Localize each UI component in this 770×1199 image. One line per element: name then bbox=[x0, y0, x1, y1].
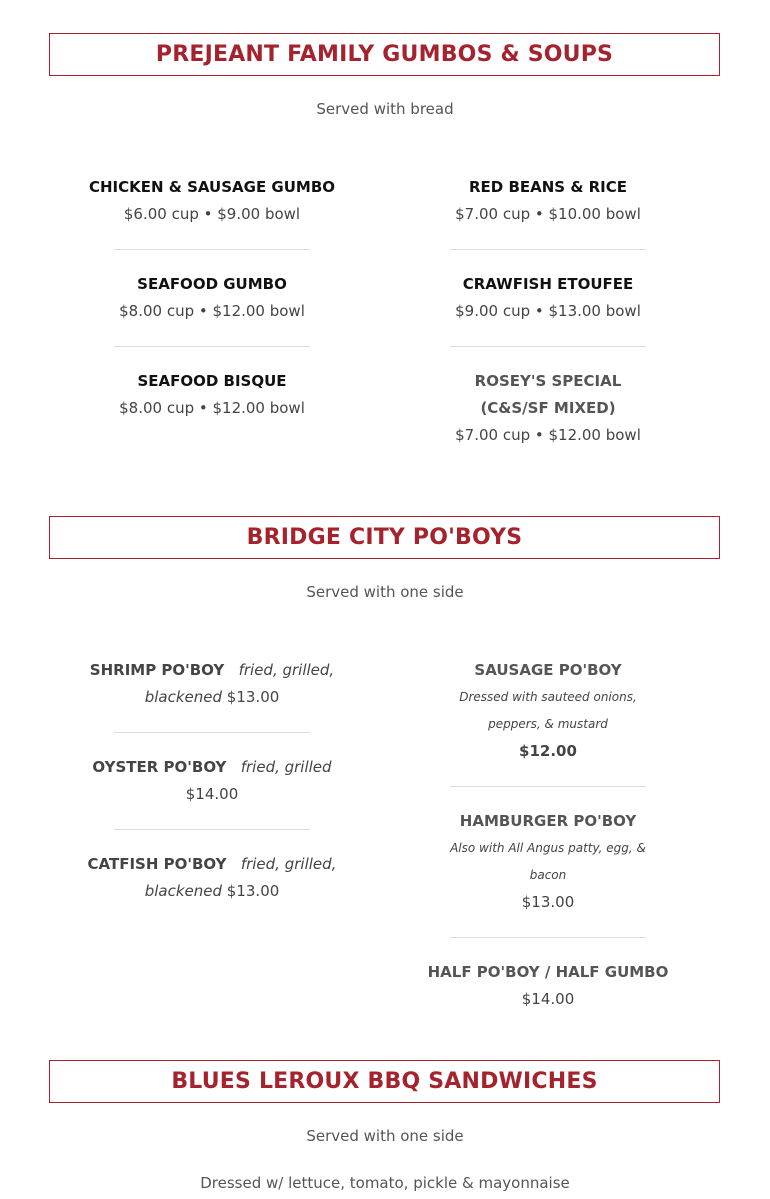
divider bbox=[114, 829, 310, 830]
item-price: $14.00 bbox=[521, 990, 575, 1008]
divider bbox=[114, 346, 310, 347]
poboys-section-title bbox=[49, 516, 720, 559]
menu-item bbox=[418, 368, 678, 449]
item-description: fried, grilled bbox=[240, 758, 332, 776]
item-name: CRAWFISH ETOUFEE bbox=[462, 275, 634, 293]
gumbos-title-text: PREJEANT FAMILY GUMBOS & SOUPS bbox=[155, 42, 614, 67]
item-name: RED BEANS & RICE bbox=[468, 178, 628, 196]
item-price: $6.00 cup • $9.00 bowl bbox=[123, 205, 301, 223]
item-price: $8.00 cup • $12.00 bowl bbox=[119, 399, 305, 417]
menu-item bbox=[418, 271, 678, 325]
item-description: fried, grilled, blackened bbox=[144, 661, 335, 706]
bbq-section-title bbox=[49, 1060, 720, 1103]
item-price: $9.00 cup • $13.00 bowl bbox=[455, 302, 641, 320]
menu-item bbox=[82, 657, 342, 711]
divider bbox=[450, 249, 646, 250]
item-name: SEAFOOD BISQUE bbox=[137, 372, 287, 390]
poboys-right-column bbox=[418, 657, 678, 1013]
gumbos-right-column bbox=[418, 174, 678, 449]
item-name: HAMBURGER PO'BOY bbox=[459, 812, 637, 830]
item-price: $7.00 cup • $10.00 bowl bbox=[455, 205, 641, 223]
menu-item bbox=[82, 368, 342, 422]
item-name: SEAFOOD GUMBO bbox=[137, 275, 287, 293]
divider bbox=[114, 249, 310, 250]
menu-item bbox=[82, 851, 342, 905]
menu-item bbox=[418, 959, 678, 1013]
item-name: HALF PO'BOY / HALF GUMBO bbox=[427, 963, 669, 981]
item-description: Also with All Angus patty, egg, & bacon bbox=[450, 841, 646, 882]
menu-item bbox=[82, 754, 342, 808]
item-description: Dressed with sauteed onions, peppers, & mustard bbox=[459, 690, 637, 731]
menu-item bbox=[82, 271, 342, 325]
divider bbox=[450, 346, 646, 347]
bbq-title-text: BLUES LEROUX BBQ SANDWICHES bbox=[171, 1069, 598, 1094]
item-price: $12.00 bbox=[519, 742, 577, 760]
menu-item bbox=[418, 808, 678, 916]
item-price: $13.00 bbox=[521, 893, 575, 911]
gumbos-section-title bbox=[49, 33, 720, 76]
menu-item bbox=[82, 174, 342, 228]
item-name: CHICKEN & SAUSAGE GUMBO bbox=[88, 178, 336, 196]
item-name: SHRIMP PO'BOY bbox=[89, 661, 225, 679]
poboys-title-text: BRIDGE CITY PO'BOYS bbox=[246, 525, 523, 550]
item-name: CATFISH PO'BOY bbox=[87, 855, 227, 873]
menu-item bbox=[418, 174, 678, 228]
divider bbox=[450, 937, 646, 938]
item-price: $7.00 cup • $12.00 bowl bbox=[455, 426, 641, 444]
divider bbox=[450, 786, 646, 787]
item-price: $13.00 bbox=[226, 688, 280, 706]
menu-item bbox=[418, 657, 678, 765]
poboys-subtitle: Served with one side bbox=[306, 583, 464, 601]
divider bbox=[114, 732, 310, 733]
item-price: $13.00 bbox=[226, 882, 280, 900]
gumbos-subtitle: Served with bread bbox=[316, 100, 454, 118]
bbq-note: Dressed w/ lettuce, tomato, pickle & mayonnaise bbox=[200, 1174, 570, 1192]
item-name: OYSTER PO'BOY bbox=[92, 758, 227, 776]
item-description: fried, grilled, blackened bbox=[144, 855, 337, 900]
item-price: $14.00 bbox=[185, 785, 239, 803]
bbq-subtitle: Served with one side bbox=[306, 1127, 464, 1145]
gumbos-left-column bbox=[82, 174, 342, 422]
item-name: ROSEY'S SPECIAL (C&S/SF MIXED) bbox=[474, 372, 622, 417]
item-price: $8.00 cup • $12.00 bowl bbox=[119, 302, 305, 320]
poboys-left-column bbox=[82, 657, 342, 905]
item-name: SAUSAGE PO'BOY bbox=[474, 661, 622, 679]
